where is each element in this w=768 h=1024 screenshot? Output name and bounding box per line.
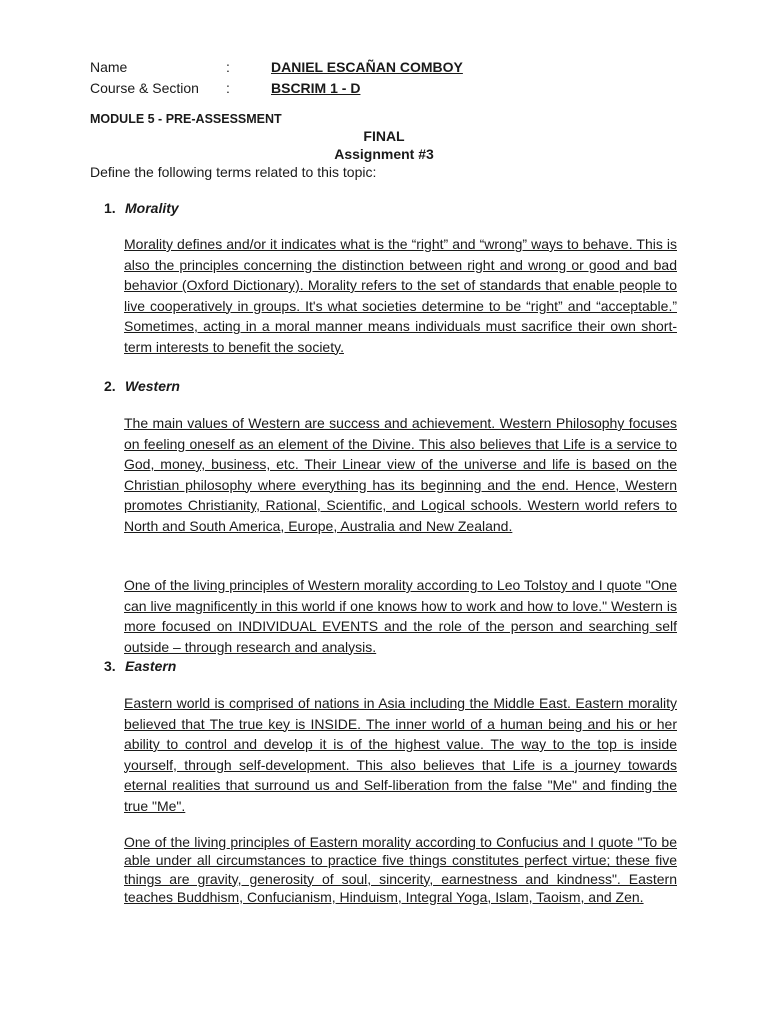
course-section: BSCRIM 1 - D [271,80,361,96]
section-number: 2. [104,378,116,394]
morality-definition: Morality defines and/or it indicates what is the “right” and “wrong” ways to behave. This is also the principles concerning the distinction between right and wrong or good and bad behavior (Oxford Dictionary). Morality refers to the set of standards that enable people to live cooperatively in groups. It's what societies determine to be “right” and “acceptable.” Sometimes, acting in a moral manner means individuals must sacrifice their own short-term interests to benefit the society. [124,236,677,355]
western-definition: The main values of Western are success and achievement. Western Philosophy focuses on feeling oneself as an element of the Divine. This also believes that Life is a service to God, money, business, etc. Their Linear view of the universe and life is based on the Christian philosophy where everything has its beginning and the end. Hence, Western promotes Christianity, Rational, Scientific, and Logical schools. Western world refers to North and South America, Europe, Australia and New Zealand. [124,415,677,534]
section-heading-western [104,377,180,395]
name-colon: : [226,59,230,75]
final-label: FINAL [363,128,405,144]
course-colon: : [226,80,230,96]
section-heading-morality [104,199,179,217]
eastern-definition: Eastern world is comprised of nations in Asia including the Middle East. Eastern morality believed that The true key is INSIDE. The inner world of a human being and his or her ability to control and develop it is of the highest value. The way to the top is inside yourself, through self-development. This also believes that Life is a journey towards eternal realities that surround us and Self-liberation from the false "Me" and finding the true "Me". [124,695,677,814]
western-principles: One of the living principles of Western morality according to Leo Tolstoy and I quote "One can live magnificently in this world if one knows how to work and how to love." Western is more focused on INDIVIDUAL EVENTS and the role of the person and searching self outside – through research and analysis. [124,577,677,655]
student-name: DANIEL ESCAÑAN COMBOY [271,59,463,75]
section-term: Eastern [125,658,177,674]
course-label: Course & Section [90,80,199,96]
section-term: Morality [125,200,179,216]
section-term: Western [125,378,180,394]
eastern-principles: One of the living principles of Eastern morality according to Confucius and I quote "To be able under all circumstances to practice five things constitutes perfect virtue; these five things are gravity, generosity of soul, sincerity, earnestness and kindness". Eastern teaches Buddhism, Confucianism, Hinduism, Integral Yoga, Islam, Taoism, and Zen. [124,834,677,905]
section-number: 1. [104,200,116,216]
module-title: MODULE 5 - PRE-ASSESSMENT [90,112,282,126]
assignment-label: Assignment #3 [334,146,434,162]
section-number: 3. [104,658,116,674]
name-label: Name [90,59,128,75]
course-row [90,78,590,98]
instruction-text: Define the following terms related to this topic: [90,164,377,180]
section-heading-eastern [104,657,176,675]
name-row [90,57,590,77]
